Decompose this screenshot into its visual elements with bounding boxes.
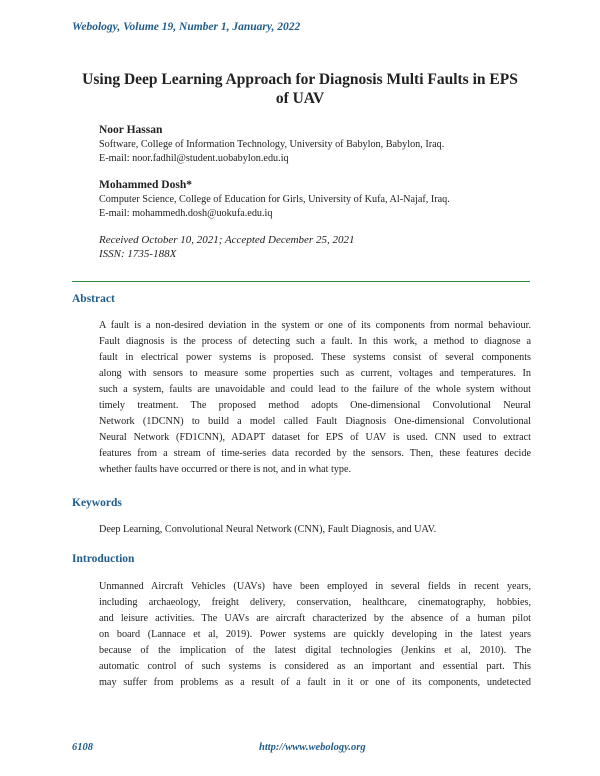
author-2-affiliation: Computer Science, College of Education for Girls, University of Kufa, Al-Najaf, Iraq. [99,194,450,205]
introduction-line: on board (Lannace et al, 2019). Power systems are quickly developing in the latest years [99,629,531,640]
abstract-line: Neural Network (FD1CNN), ADAPT dataset for EPS of UAV is used. CNN used to extract [99,432,531,443]
abstract-line: whether faults have occurred or there is not, and in what type. [99,464,352,475]
author-1-affiliation: Software, College of Information Technology, University of Babylon, Babylon, Iraq. [99,139,445,150]
running-head: Webology, Volume 19, Number 1, January, 2022 [72,21,301,33]
introduction-heading: Introduction [72,553,135,565]
journal-url[interactable]: http://www.webology.org [259,742,366,753]
abstract-line: timely treatment. The proposed method adopts One-dimensional Convolutional Neural [99,400,531,411]
abstract-line: such a system, faults are unavoidable and could lead to the failure of the whole system without [99,384,531,395]
introduction-line: and leisure activities. The UAVs are aircraft characterized by the absence of a human pilot [99,613,531,624]
author-1-email: E-mail: noor.fadhil@student.uobabylon.edu.iq [99,153,289,164]
author-2-email: E-mail: mohammedh.dosh@uokufa.edu.iq [99,208,273,219]
abstract-line: A fault is a non-desired deviation in the system or one of its components from normal behaviour. [99,320,531,331]
keywords-heading: Keywords [72,497,122,509]
author-2-name: Mohammed Dosh* [99,179,192,191]
introduction-line: Unmanned Aircraft Vehicles (UAVs) have been employed in several fields in recent years, [99,581,531,592]
title-line-1: Using Deep Learning Approach for Diagnosis Multi Faults in EPS [82,71,518,88]
keywords-text: Deep Learning, Convolutional Neural Network (CNN), Fault Diagnosis, and UAV. [99,524,437,535]
introduction-line: automatic control of such systems is considered as an important and essential part. This [99,661,531,672]
issn: ISSN: 1735-188X [99,248,177,260]
abstract-line: along with sensors to measure some properties such as current, voltages and temperatures. In [99,368,531,379]
abstract-body [99,318,531,478]
abstract-line: Network (1DCNN) to build a model called Fault Diagnosis One-dimensional Convolutional [99,416,531,427]
abstract-line: fault in electrical power systems is proposed. These systems consist of several components [99,352,531,363]
introduction-line: because of the implication of the latest digital technologies (Jenkins et al, 2010). The [99,645,531,656]
page-number: 6108 [72,742,93,753]
abstract-line: features from a stream of time-series data recorded by the sensors. Then, these features decide [99,448,531,459]
received-accepted: Received October 10, 2021; Accepted December 25, 2021 [99,234,355,246]
keywords-body [99,522,531,538]
paper-title [60,70,540,108]
dates-block [99,233,354,261]
introduction-line: including archaeology, freight delivery, conservation, healthcare, cinematography, hobbies, [99,597,531,608]
abstract-heading: Abstract [72,293,115,305]
section-divider [72,281,530,282]
introduction-body [99,579,531,691]
title-line-2: of UAV [275,90,325,107]
introduction-line: may suffer from problems as a result of a fault in it or one of its components, undetected [99,677,531,688]
author-1-name: Noor Hassan [99,124,163,136]
abstract-line: Fault diagnosis is the process of detecting such a fault. In this work, a method to diagnose a [99,336,531,347]
